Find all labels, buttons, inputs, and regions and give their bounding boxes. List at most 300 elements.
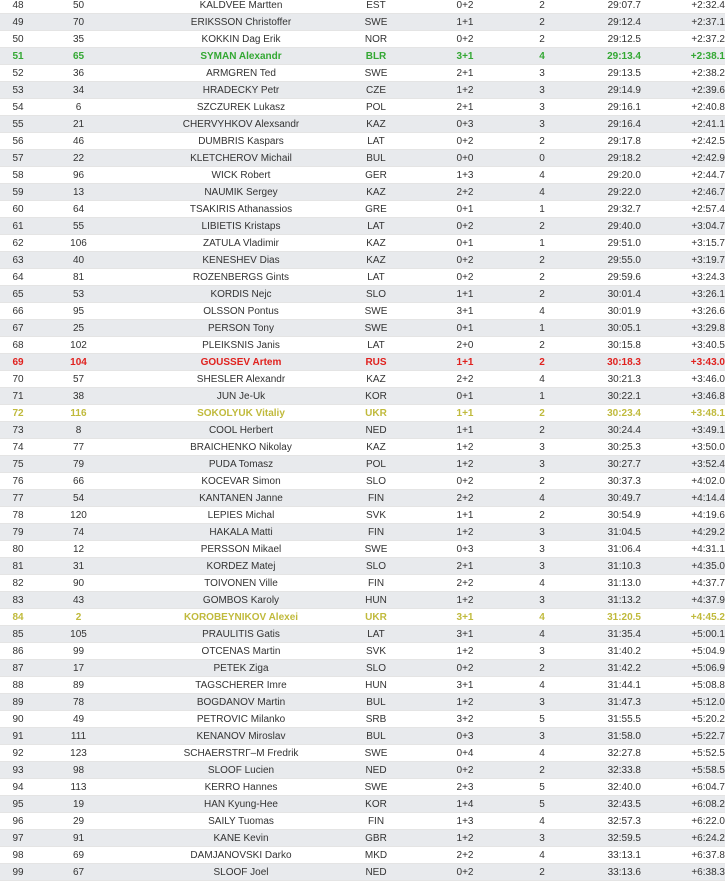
athlete-name-cell: KANE Kevin [121,830,361,847]
table-row [0,643,725,660]
nation-cell: CZE [361,82,391,99]
time-cell: 33:13.6 [581,864,641,881]
athlete-name-cell: PETEK Ziga [121,660,361,677]
bib-cell: 57 [36,371,121,388]
bib-cell: 91 [36,830,121,847]
rank-cell: 67 [0,320,36,337]
rank-cell: 75 [0,456,36,473]
penalty-laps-cell: 4 [503,303,581,320]
rank-cell: 76 [0,473,36,490]
athlete-name-cell: TOIVONEN Ville [121,575,361,592]
penalties-cell: 3+1 [427,48,503,65]
table-row [0,456,725,473]
nation-cell: HUN [361,592,391,609]
spacer-cell [391,541,427,558]
time-cell: 32:43.5 [581,796,641,813]
bib-cell: 98 [36,762,121,779]
penalty-laps-cell: 4 [503,371,581,388]
penalties-cell: 1+1 [427,507,503,524]
rank-cell: 71 [0,388,36,405]
athlete-name-cell: NAUMIK Sergey [121,184,361,201]
penalties-cell: 1+3 [427,813,503,830]
bib-cell: 22 [36,150,121,167]
spacer-cell [391,167,427,184]
time-behind-cell: +5:22.7 [641,728,725,745]
penalties-cell: 0+2 [427,473,503,490]
bib-cell: 13 [36,184,121,201]
penalty-laps-cell: 2 [503,252,581,269]
time-behind-cell: +2:42.5 [641,133,725,150]
table-row [0,31,725,48]
time-cell: 31:44.1 [581,677,641,694]
time-behind-cell: +6:22.0 [641,813,725,830]
time-behind-cell: +3:43.0 [641,354,725,371]
bib-cell: 90 [36,575,121,592]
athlete-name-cell: WICK Robert [121,167,361,184]
bib-cell: 54 [36,490,121,507]
penalties-cell: 0+3 [427,541,503,558]
penalty-laps-cell: 2 [503,0,581,14]
rank-cell: 68 [0,337,36,354]
penalty-laps-cell: 4 [503,167,581,184]
spacer-cell [391,660,427,677]
penalty-laps-cell: 2 [503,337,581,354]
bib-cell: 95 [36,303,121,320]
time-behind-cell: +4:19.6 [641,507,725,524]
spacer-cell [391,490,427,507]
time-cell: 31:42.2 [581,660,641,677]
time-behind-cell: +4:31.1 [641,541,725,558]
penalty-laps-cell: 3 [503,541,581,558]
nation-cell: BUL [361,728,391,745]
table-row [0,337,725,354]
bib-cell: 106 [36,235,121,252]
time-cell: 31:13.2 [581,592,641,609]
nation-cell: SVK [361,507,391,524]
spacer-cell [391,371,427,388]
time-behind-cell: +3:24.3 [641,269,725,286]
penalty-laps-cell: 3 [503,643,581,660]
penalties-cell: 0+1 [427,388,503,405]
table-row [0,762,725,779]
nation-cell: GER [361,167,391,184]
penalty-laps-cell: 2 [503,864,581,881]
penalty-laps-cell: 2 [503,762,581,779]
spacer-cell [391,82,427,99]
spacer-cell [391,218,427,235]
nation-cell: NED [361,864,391,881]
time-behind-cell: +4:37.9 [641,592,725,609]
penalties-cell: 0+2 [427,762,503,779]
table-row [0,354,725,371]
spacer-cell [391,303,427,320]
spacer-cell [391,235,427,252]
time-behind-cell: +6:08.2 [641,796,725,813]
time-cell: 30:18.3 [581,354,641,371]
rank-cell: 74 [0,439,36,456]
penalties-cell: 0+2 [427,864,503,881]
table-row [0,422,725,439]
penalty-laps-cell: 1 [503,201,581,218]
penalties-cell: 2+0 [427,337,503,354]
time-cell: 30:15.8 [581,337,641,354]
penalties-cell: 0+1 [427,201,503,218]
table-row [0,660,725,677]
bib-cell: 111 [36,728,121,745]
table-row [0,269,725,286]
rank-cell: 59 [0,184,36,201]
bib-cell: 123 [36,745,121,762]
table-row [0,439,725,456]
time-cell: 29:12.4 [581,14,641,31]
athlete-name-cell: PERSON Tony [121,320,361,337]
time-cell: 30:49.7 [581,490,641,507]
penalty-laps-cell: 3 [503,592,581,609]
athlete-name-cell: COOL Herbert [121,422,361,439]
time-behind-cell: +5:12.0 [641,694,725,711]
bib-cell: 67 [36,864,121,881]
nation-cell: KOR [361,796,391,813]
spacer-cell [391,439,427,456]
bib-cell: 49 [36,711,121,728]
penalty-laps-cell: 1 [503,235,581,252]
time-behind-cell: +2:44.7 [641,167,725,184]
rank-cell: 48 [0,0,36,14]
penalties-cell: 1+2 [427,643,503,660]
bib-cell: 78 [36,694,121,711]
penalty-laps-cell: 4 [503,626,581,643]
time-behind-cell: +4:02.0 [641,473,725,490]
spacer-cell [391,0,427,14]
athlete-name-cell: SHESLER Alexandr [121,371,361,388]
rank-cell: 96 [0,813,36,830]
spacer-cell [391,286,427,303]
spacer-cell [391,609,427,626]
rank-cell: 83 [0,592,36,609]
penalty-laps-cell: 0 [503,150,581,167]
time-behind-cell: +2:57.4 [641,201,725,218]
time-cell: 29:51.0 [581,235,641,252]
nation-cell: SWE [361,779,391,796]
penalty-laps-cell: 2 [503,31,581,48]
time-cell: 29:13.5 [581,65,641,82]
athlete-name-cell: LEPIES Michal [121,507,361,524]
penalties-cell: 2+1 [427,65,503,82]
spacer-cell [391,48,427,65]
athlete-name-cell: OLSSON Pontus [121,303,361,320]
rank-cell: 49 [0,14,36,31]
time-behind-cell: +2:40.8 [641,99,725,116]
time-cell: 31:04.5 [581,524,641,541]
time-behind-cell: +5:20.2 [641,711,725,728]
rank-cell: 98 [0,847,36,864]
nation-cell: NED [361,422,391,439]
penalty-laps-cell: 3 [503,82,581,99]
athlete-name-cell: KOROBEYNIKOV Alexei [121,609,361,626]
penalty-laps-cell: 2 [503,473,581,490]
time-behind-cell: +6:38.3 [641,864,725,881]
time-cell: 32:59.5 [581,830,641,847]
spacer-cell [391,184,427,201]
spacer-cell [391,575,427,592]
nation-cell: LAT [361,133,391,150]
rank-cell: 79 [0,524,36,541]
rank-cell: 62 [0,235,36,252]
rank-cell: 51 [0,48,36,65]
penalties-cell: 2+2 [427,847,503,864]
time-behind-cell: +4:45.2 [641,609,725,626]
penalties-cell: 0+2 [427,218,503,235]
nation-cell: SWE [361,303,391,320]
bib-cell: 104 [36,354,121,371]
bib-cell: 38 [36,388,121,405]
bib-cell: 12 [36,541,121,558]
time-behind-cell: +3:49.1 [641,422,725,439]
table-row [0,609,725,626]
athlete-name-cell: PLEIKSNIS Janis [121,337,361,354]
spacer-cell [391,507,427,524]
penalties-cell: 2+1 [427,558,503,575]
bib-cell: 40 [36,252,121,269]
athlete-name-cell: SCHAERSTRГ–M Fredrik [121,745,361,762]
nation-cell: SLO [361,473,391,490]
spacer-cell [391,524,427,541]
table-row [0,252,725,269]
rank-cell: 52 [0,65,36,82]
table-row [0,575,725,592]
table-row [0,524,725,541]
time-behind-cell: +3:46.8 [641,388,725,405]
athlete-name-cell: KALDVEE Martten [121,0,361,14]
penalty-laps-cell: 3 [503,558,581,575]
time-cell: 30:01.9 [581,303,641,320]
time-behind-cell: +2:42.9 [641,150,725,167]
nation-cell: SWE [361,65,391,82]
time-cell: 30:22.1 [581,388,641,405]
rank-cell: 91 [0,728,36,745]
bib-cell: 35 [36,31,121,48]
penalty-laps-cell: 2 [503,269,581,286]
athlete-name-cell: DAMJANOVSKI Darko [121,847,361,864]
penalties-cell: 3+1 [427,303,503,320]
penalty-laps-cell: 3 [503,439,581,456]
athlete-name-cell: ERIKSSON Christoffer [121,14,361,31]
spacer-cell [391,745,427,762]
time-behind-cell: +2:37.2 [641,31,725,48]
time-cell: 31:13.0 [581,575,641,592]
time-behind-cell: +4:37.7 [641,575,725,592]
athlete-name-cell: KORDEZ Matej [121,558,361,575]
penalties-cell: 0+3 [427,728,503,745]
athlete-name-cell: ARMGREN Ted [121,65,361,82]
nation-cell: KAZ [361,235,391,252]
penalties-cell: 0+1 [427,320,503,337]
bib-cell: 53 [36,286,121,303]
time-behind-cell: +3:46.0 [641,371,725,388]
athlete-name-cell: KORDIS Nejc [121,286,361,303]
time-cell: 30:05.1 [581,320,641,337]
nation-cell: KAZ [361,116,391,133]
nation-cell: SWE [361,14,391,31]
penalty-laps-cell: 2 [503,660,581,677]
time-cell: 32:27.8 [581,745,641,762]
spacer-cell [391,779,427,796]
penalties-cell: 0+2 [427,31,503,48]
nation-cell: EST [361,0,391,14]
bib-cell: 81 [36,269,121,286]
penalty-laps-cell: 3 [503,116,581,133]
nation-cell: FIN [361,575,391,592]
penalties-cell: 2+3 [427,779,503,796]
nation-cell: RUS [361,354,391,371]
nation-cell: GBR [361,830,391,847]
penalty-laps-cell: 2 [503,14,581,31]
bib-cell: 89 [36,677,121,694]
penalties-cell: 3+1 [427,609,503,626]
spacer-cell [391,133,427,150]
time-behind-cell: +2:41.1 [641,116,725,133]
nation-cell: SLO [361,558,391,575]
time-behind-cell: +3:29.8 [641,320,725,337]
rank-cell: 78 [0,507,36,524]
bib-cell: 96 [36,167,121,184]
time-behind-cell: +5:04.9 [641,643,725,660]
bib-cell: 65 [36,48,121,65]
table-row [0,388,725,405]
penalties-cell: 2+2 [427,371,503,388]
time-cell: 30:24.4 [581,422,641,439]
spacer-cell [391,337,427,354]
time-cell: 29:20.0 [581,167,641,184]
time-cell: 30:27.7 [581,456,641,473]
penalty-laps-cell: 2 [503,354,581,371]
nation-cell: SWE [361,320,391,337]
nation-cell: SVK [361,643,391,660]
spacer-cell [391,388,427,405]
penalty-laps-cell: 4 [503,813,581,830]
nation-cell: HUN [361,677,391,694]
nation-cell: KOR [361,388,391,405]
nation-cell: BLR [361,48,391,65]
nation-cell: FIN [361,813,391,830]
spacer-cell [391,320,427,337]
rank-cell: 77 [0,490,36,507]
rank-cell: 64 [0,269,36,286]
penalties-cell: 1+2 [427,82,503,99]
nation-cell: GRE [361,201,391,218]
penalty-laps-cell: 3 [503,99,581,116]
spacer-cell [391,711,427,728]
penalties-cell: 1+1 [427,286,503,303]
time-cell: 30:37.3 [581,473,641,490]
athlete-name-cell: GOUSSEV Artem [121,354,361,371]
penalty-laps-cell: 1 [503,320,581,337]
nation-cell: LAT [361,337,391,354]
penalty-laps-cell: 3 [503,694,581,711]
table-row [0,48,725,65]
nation-cell: SWE [361,745,391,762]
penalty-laps-cell: 2 [503,507,581,524]
table-row [0,99,725,116]
time-behind-cell: +2:39.6 [641,82,725,99]
penalties-cell: 0+4 [427,745,503,762]
time-cell: 32:33.8 [581,762,641,779]
table-row [0,235,725,252]
athlete-name-cell: SLOOF Lucien [121,762,361,779]
time-cell: 31:55.5 [581,711,641,728]
penalties-cell: 1+1 [427,422,503,439]
penalty-laps-cell: 3 [503,728,581,745]
table-row [0,167,725,184]
rank-cell: 73 [0,422,36,439]
table-row [0,558,725,575]
rank-cell: 95 [0,796,36,813]
penalties-cell: 1+2 [427,694,503,711]
time-behind-cell: +4:35.0 [641,558,725,575]
bib-cell: 102 [36,337,121,354]
penalties-cell: 0+2 [427,269,503,286]
nation-cell: SRB [361,711,391,728]
time-cell: 30:01.4 [581,286,641,303]
table-row [0,694,725,711]
penalties-cell: 2+2 [427,184,503,201]
penalties-cell: 1+1 [427,14,503,31]
rank-cell: 56 [0,133,36,150]
bib-cell: 116 [36,405,121,422]
table-row [0,201,725,218]
table-row [0,626,725,643]
bib-cell: 113 [36,779,121,796]
spacer-cell [391,150,427,167]
nation-cell: LAT [361,269,391,286]
athlete-name-cell: KLETCHEROV Michail [121,150,361,167]
table-row [0,864,725,881]
bib-cell: 2 [36,609,121,626]
penalty-laps-cell: 4 [503,490,581,507]
bib-cell: 105 [36,626,121,643]
bib-cell: 70 [36,14,121,31]
nation-cell: FIN [361,524,391,541]
spacer-cell [391,201,427,218]
penalties-cell: 1+4 [427,796,503,813]
time-cell: 29:59.6 [581,269,641,286]
athlete-name-cell: KOCEVAR Simon [121,473,361,490]
table-row [0,371,725,388]
rank-cell: 58 [0,167,36,184]
penalties-cell: 0+2 [427,133,503,150]
spacer-cell [391,456,427,473]
time-cell: 29:40.0 [581,218,641,235]
time-cell: 29:18.2 [581,150,641,167]
penalty-laps-cell: 5 [503,711,581,728]
bib-cell: 19 [36,796,121,813]
penalties-cell: 0+2 [427,660,503,677]
table-row [0,116,725,133]
time-cell: 30:23.4 [581,405,641,422]
penalties-cell: 1+2 [427,456,503,473]
time-behind-cell: +3:48.1 [641,405,725,422]
rank-cell: 55 [0,116,36,133]
time-behind-cell: +3:26.1 [641,286,725,303]
penalties-cell: 1+2 [427,592,503,609]
time-cell: 33:13.1 [581,847,641,864]
penalty-laps-cell: 2 [503,218,581,235]
athlete-name-cell: ZATULA Vladimir [121,235,361,252]
penalties-cell: 0+2 [427,0,503,14]
penalties-cell: 0+3 [427,116,503,133]
table-row [0,473,725,490]
spacer-cell [391,65,427,82]
